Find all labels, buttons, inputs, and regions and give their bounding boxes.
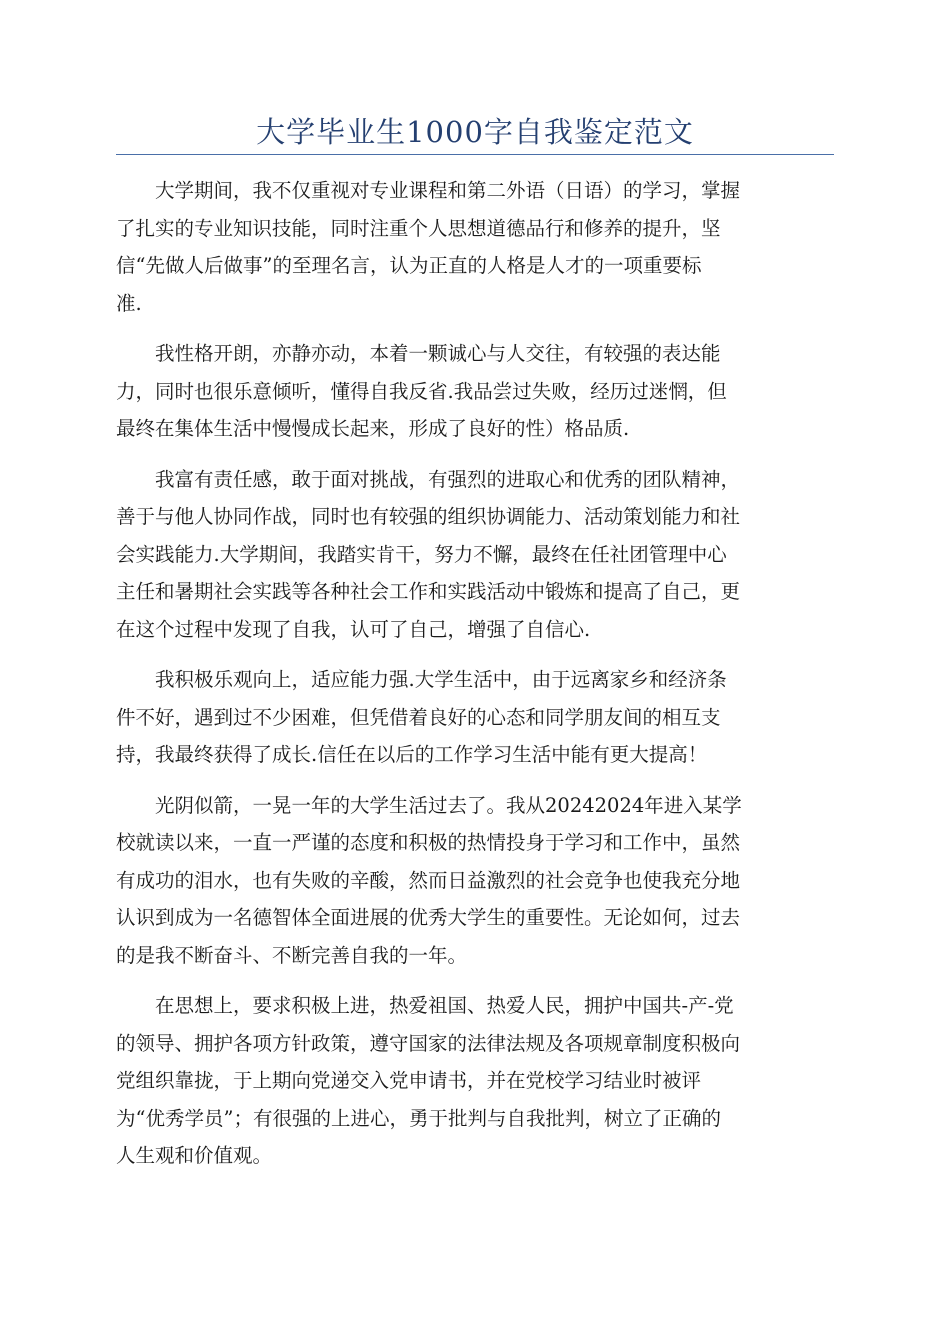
paragraph-line: 信“先做人后做事”的至理名言，认为正直的人格是人才的一项重要标 — [116, 254, 702, 277]
paragraph-line: 的领导、拥护各项方针政策，遵守国家的法律法规及各项规章制度积极向 — [116, 1031, 741, 1055]
paragraph-line: 有成功的泪水，也有失败的辛酸，然而日益激烈的社会竞争也使我充分地 — [116, 868, 741, 892]
paragraph-line: 我性格开朗，亦静亦动，本着一颗诚心与人交往，有较强的表达能 — [116, 342, 721, 365]
paragraph-line: 我积极乐观向上，适应能力强.大学生活中，由于远离家乡和经济条 — [116, 668, 727, 691]
paragraph-line: 人生观和价值观。 — [116, 1144, 273, 1167]
paragraph-line: 大学期间，我不仅重视对专业课程和第二外语（日语）的学习，掌握 — [116, 179, 741, 202]
paragraph-line: 准. — [116, 291, 142, 315]
paragraph-line: 校就读以来，一直一严谨的态度和积极的热情投身于学习和工作中，虽然 — [116, 831, 741, 854]
paragraph-2 — [116, 335, 836, 448]
paragraph-line: 光阴似箭，一晃一年的大学生活过去了。我从20242024年进入某学 — [116, 793, 742, 817]
document-body — [116, 172, 836, 1188]
paragraph-line: 我富有责任感，敢于面对挑战，有强烈的进取心和优秀的团队精神， — [116, 467, 741, 491]
paragraph-6 — [116, 987, 836, 1175]
document-title: 大学毕业生1000字自我鉴定范文 — [256, 115, 694, 149]
paragraph-line: 的是我不断奋斗、不断完善自我的一年。 — [116, 943, 468, 967]
paragraph-line: 认识到成为一名德智体全面进展的优秀大学生的重要性。无论如何，过去 — [116, 906, 741, 929]
paragraph-line: 在这个过程中发现了自我，认可了自己，增强了自信心. — [116, 617, 591, 641]
paragraph-line: 力，同时也很乐意倾听，懂得自我反省.我品尝过失败，经历过迷惘，但 — [116, 379, 727, 403]
paragraph-line: 会实践能力.大学期间，我踏实肯干，努力不懈，最终在任社团管理中心 — [116, 542, 727, 566]
paragraph-line: 件不好，遇到过不少困难，但凭借着良好的心态和同学朋友间的相互支 — [116, 705, 721, 729]
paragraph-line: 善于与他人协同作战，同时也有较强的组织协调能力、活动策划能力和社 — [116, 505, 741, 528]
paragraph-line: 在思想上，要求积极上进，热爱祖国、热爱人民，拥护中国共-产-党 — [116, 994, 734, 1017]
paragraph-line: 最终在集体生活中慢慢成长起来，形成了良好的性）格品质. — [116, 417, 630, 440]
paragraph-3 — [116, 461, 836, 649]
paragraph-line: 主任和暑期社会实践等各种社会工作和实践活动中锻炼和提高了自己，更 — [116, 580, 741, 603]
paragraph-line: 持，我最终获得了成长.信任在以后的工作学习生活中能有更大提高！ — [116, 743, 708, 766]
paragraph-5 — [116, 787, 836, 975]
paragraph-line: 了扎实的专业知识技能，同时注重个人思想道德品行和修养的提升，坚 — [116, 216, 721, 240]
paragraph-4 — [116, 661, 836, 774]
paragraph-1 — [116, 172, 836, 322]
paragraph-line: 党组织靠拢，于上期向党递交入党申请书，并在党校学习结业时被评 — [116, 1069, 702, 1092]
paragraph-line: 为“优秀学员”；有很强的上进心，勇于批判与自我批判，树立了正确的 — [116, 1106, 721, 1130]
title-underline — [116, 154, 834, 155]
